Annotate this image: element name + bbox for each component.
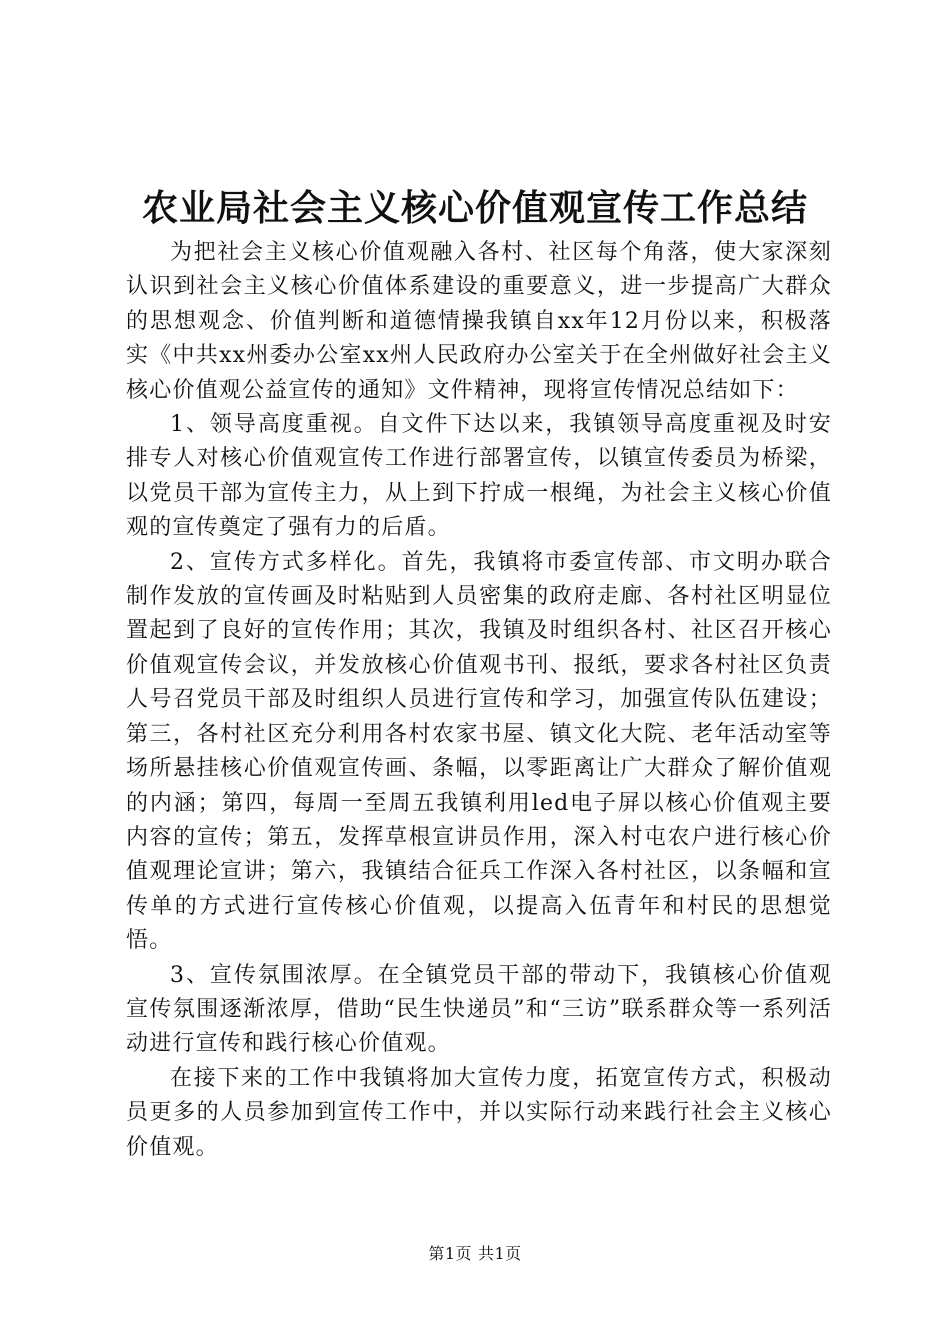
document-body xyxy=(126,236,832,1165)
paragraph-item-2: 2、宣传方式多样化。首先，我镇将市委宣传部、市文明办联合制作发放的宣传画及时粘贴到人员密集的政府走廊、各村社区明显位置起到了良好的宣传作用；其次，我镇及时组织各村、社区召开核心价值观宣传会议，并发放核心价值观书刊、报纸，要求各村社区负责人号召党员干部及时组织人员进行宣传和学习，加强宣传队伍建设；第三，各村社区充分利用各村农家书屋、镇文化大院、老年活动室等场所悬挂核心价值观宣传画、条幅，以零距离让广大群众了解价值观的内涵；第四，每周一至周五我镇利用led电子屏以核心价值观主要内容的宣传；第五，发挥草根宣讲员作用，深入村屯农户进行核心价值观理论宣讲；第六，我镇结合征兵工作深入各村社区，以条幅和宣传单的方式进行宣传核心价值观，以提高入伍青年和村民的思想觉悟。 xyxy=(126,549,832,954)
paragraph-conclusion: 在接下来的工作中我镇将加大宣传力度，拓宽宣传方式，积极动员更多的人员参加到宣传工作中，并以实际行动来践行社会主义核心价值观。 xyxy=(126,1065,832,1160)
page-number: 第1页 xyxy=(428,1244,472,1263)
paragraph-item-1: 1、领导高度重视。自文件下达以来，我镇领导高度重视及时安排专人对核心价值观宣传工作进行部署宣传，以镇宣传委员为桥梁，以党员干部为宣传主力，从上到下拧成一根绳，为社会主义核心价值观的宣传奠定了强有力的后盾。 xyxy=(126,412,832,541)
page-footer xyxy=(0,1242,950,1266)
document-title: 农业局社会主义核心价值观宣传工作总结 xyxy=(141,187,808,229)
page-total: 共1页 xyxy=(478,1244,522,1263)
paragraph-item-3: 3、宣传氛围浓厚。在全镇党员干部的带动下，我镇核心价值观宣传氛围逐渐浓厚，借助“民生快递员”和“三访”联系群众等一系列活动进行宣传和践行核心价值观。 xyxy=(126,962,832,1057)
paragraph-intro: 为把社会主义核心价值观融入各村、社区每个角落，使大家深刻认识到社会主义核心价值体系建设的重要意义，进一步提高广大群众的思想观念、价值判断和道德情操我镇自xx年12月份以来，积极落实《中共xx州委办公室xx州人民政府办公室关于在全州做好社会主义核心价值观公益宣传的通知》文件精神，现将宣传情况总结如下： xyxy=(126,240,832,403)
